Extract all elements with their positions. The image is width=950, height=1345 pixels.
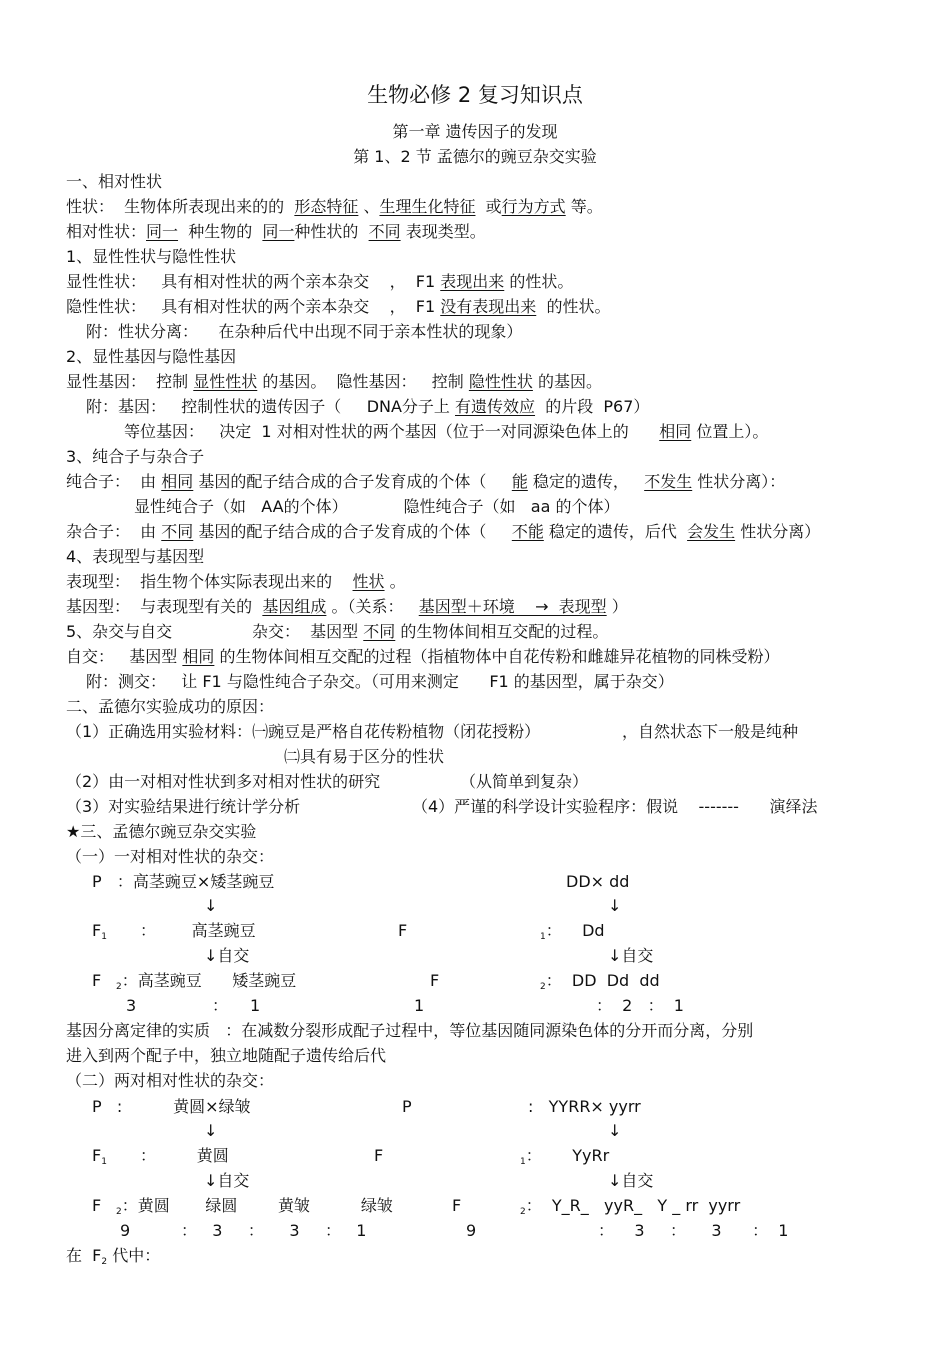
section-3-heading: ★三、孟德尔豌豆杂交实验: [66, 822, 257, 841]
mono-ratio-3: 3: [126, 996, 137, 1015]
recessive-trait-definition: 隐性性状： 具有相对性状的两个亲本杂交 ， F1 没有表现出来 的性状。: [66, 297, 611, 316]
di-p-phenotype: P : 黄圆×绿皱: [92, 1097, 251, 1116]
gene-note: 附：基因： 控制性状的遗传因子（ DNA分子上 有遗传效应 的片段 P67）: [86, 397, 650, 416]
phenotype-definition: 表现型： 指生物个体实际表现出来的 性状 。: [66, 572, 406, 591]
di-genotype-ratio-rest: ： 3 ： 3 ： 1: [598, 1221, 789, 1240]
subsection-1-heading: 1、显性性状与隐性性状: [66, 247, 237, 266]
mono-ratio-colon: ：: [212, 996, 229, 1015]
reason-1-tail: ，自然状态下一般是纯种: [622, 722, 799, 741]
di-p-genotype: : YYRR× yyrr: [528, 1097, 641, 1116]
chapter-heading: 第一章 遗传因子的发现: [392, 122, 558, 141]
monohybrid-heading: （一）一对相对性状的杂交：: [66, 847, 275, 866]
mono-f1-label: $F_1$: [92, 921, 107, 942]
section-heading: 第 1、2 节 孟德尔的豌豆杂交实验: [353, 147, 597, 166]
section-1-heading: 一、相对性状: [66, 172, 163, 191]
subsection-3-heading: 3、纯合子与杂合子: [66, 447, 205, 466]
mono-p-phenotype: P ：高茎豌豆×矮茎豌豆: [92, 872, 275, 891]
mono-selfing-right: ↓自交: [608, 946, 654, 965]
dominant-gene-definition: 显性基因： 控制 显性性状 的基因。 隐性基因： 控制 隐性性状 的基因。: [66, 372, 602, 391]
segregation-law-1: 基因分离定律的实质 ：在减数分裂形成配子过程中，等位基因随同源染色体的分开而分离，分别: [66, 1021, 754, 1040]
segregation-law-2: 进入到两个配子中，独立地随配子遗传给后代: [66, 1046, 387, 1065]
cross-definition: 杂交： 基因型 不同 的生物体间相互交配的过程。: [252, 622, 609, 641]
selfing-definition: 自交： 基因型 相同 的生物体间相互交配的过程（指植物体中自花传粉和雌雄异花植物的同株受粉）: [66, 647, 780, 666]
trait-segregation-note: 附：性状分离： 在杂种后代中出现不同于亲本性状的现象）: [86, 322, 523, 341]
subsection-5-heading: 5、杂交与自交: [66, 622, 173, 641]
mono-f2-label-right: F: [430, 971, 440, 990]
reason-1: （1）正确选用实验材料：㈠豌豆是严格自花传粉植物（闭花授粉）: [66, 722, 541, 741]
dihybrid-heading: （二）两对相对性状的杂交：: [66, 1071, 275, 1090]
heterozygote-definition: 杂合子： 由 不同 基因的配子结合成的合子发育成的个体（ 不能 稳定的遗传，后代 会发生 性状分离）: [66, 522, 821, 541]
di-f2-label-right: F: [452, 1196, 462, 1215]
mono-selfing-left: ↓自交: [204, 946, 250, 965]
mono-f2-genotypes: $_2$： DD Dd dd: [540, 971, 660, 992]
di-arrow-left: ↓: [204, 1121, 218, 1140]
di-f2-label: F: [92, 1196, 102, 1215]
mono-ratio-1: 1: [250, 996, 261, 1015]
mono-f2-phenotypes: $_2$：高茎豌豆 矮茎豌豆: [116, 971, 297, 992]
di-f2-phenotypes: $_2$：黄圆 绿圆 黄皱 绿皱: [116, 1196, 393, 1217]
di-selfing-left: ↓自交: [204, 1171, 250, 1190]
reason-2: （2）由一对相对性状到多对相对性状的研究: [66, 772, 381, 791]
di-arrow-right: ↓: [608, 1121, 622, 1140]
di-f1-genotype: $_1$： YyRr: [520, 1146, 610, 1167]
di-f1-label-right: F: [374, 1146, 384, 1165]
f2-generation-intro: 在 $F_2$ 代中：: [66, 1246, 161, 1267]
relative-trait-definition: 相对性状：同一 种生物的 同一种性状的 不同 表现类型。: [66, 222, 486, 241]
di-f2-genotypes: $_2$： Y_R_ yyR_ Y _ rr yyrr: [520, 1196, 741, 1217]
mono-genotype-ratio-1: 1: [414, 996, 425, 1015]
di-phenotype-ratio: 9 ： 3 ： 3 ： 1: [120, 1221, 367, 1240]
mono-f2-label: F: [92, 971, 102, 990]
reason-2-tail: （从简单到复杂）: [460, 772, 589, 791]
di-p-label-right: P: [402, 1097, 412, 1116]
section-2-heading: 二、孟德尔实验成功的原因：: [66, 697, 275, 716]
di-f1-phenotype: ： 黄圆: [140, 1146, 229, 1165]
di-genotype-ratio-9: 9: [466, 1221, 477, 1240]
allele-definition: 等位基因： 决定 1 对相对性状的两个基因（位于一对同源染色体上的 相同 位置上）。: [124, 422, 769, 441]
di-selfing-right: ↓自交: [608, 1171, 654, 1190]
subsection-4-heading: 4、表现型与基因型: [66, 547, 205, 566]
reason-3: （3）对实验结果进行统计学分析: [66, 797, 301, 816]
di-f1-label: $F_1$: [92, 1146, 107, 1167]
page-title: 生物必修 2 复习知识点: [367, 83, 583, 107]
mono-f1-label-right: F: [398, 921, 408, 940]
mono-f1-phenotype: ： 高茎豌豆: [140, 921, 256, 940]
testcross-note: 附：测交： 让 F1 与隐性纯合子杂交。（可用来测定 F1 的基因型，属于杂交）: [86, 672, 674, 691]
reason-4: （4）严谨的科学设计实验程序：假说 ------- 演绎法: [412, 797, 818, 816]
dominant-trait-definition: 显性性状： 具有相对性状的两个亲本杂交 ， F1 表现出来 的性状。: [66, 272, 574, 291]
trait-definition: 性状： 生物体所表现出来的的 形态特征 、生理生化特征 或行为方式 等。: [66, 197, 603, 216]
mono-arrow-left: ↓: [204, 896, 218, 915]
homozygote-examples: 显性纯合子（如 AA的个体） 隐性纯合子（如 aa 的个体）: [134, 497, 620, 516]
homozygote-definition: 纯合子： 由 相同 基因的配子结合成的合子发育成的个体（ 能 稳定的遗传， 不发生 性状分离）：: [66, 472, 786, 491]
mono-p-genotype: DD× dd: [566, 872, 630, 891]
mono-genotype-ratio-rest: ： 2 ： 1: [596, 996, 684, 1015]
reason-1-b: ㈡具有易于区分的性状: [284, 747, 445, 766]
mono-f1-genotype: $_1$： Dd: [540, 921, 605, 942]
subsection-2-heading: 2、显性基因与隐性基因: [66, 347, 237, 366]
genotype-definition: 基因型： 与表现型有关的 基因组成 。（关系： 基因型＋环境 → 表现型 ）: [66, 597, 628, 616]
mono-arrow-right: ↓: [608, 896, 622, 915]
